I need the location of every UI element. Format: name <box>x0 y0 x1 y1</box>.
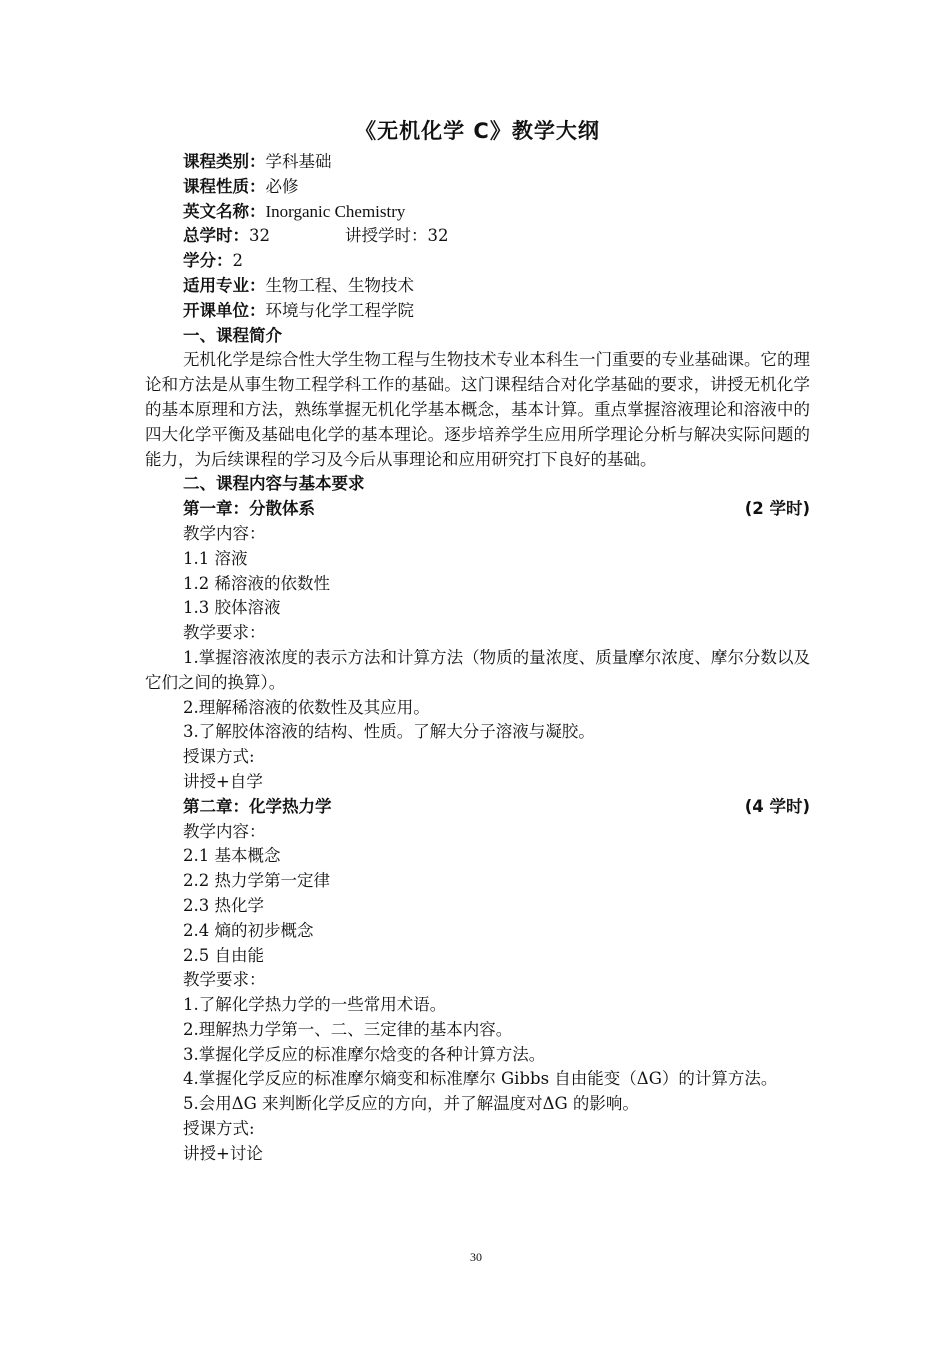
chapter-2-heading <box>145 795 810 820</box>
chapter-1-content-label: 教学内容： <box>183 523 266 543</box>
chapter-2-method: 讲授+讨论 <box>183 1143 263 1163</box>
meta-majors <box>145 274 810 299</box>
meta-department <box>145 299 810 324</box>
chapter-2-content-item: 2.5 自由能 <box>183 945 264 965</box>
meta-english-value: Inorganic Chemistry <box>265 201 406 221</box>
section-content-heading: 二、课程内容与基本要求 <box>183 474 365 494</box>
chapter-2-req-3: 3.掌握化学反应的标准摩尔焓变的各种计算方法。 <box>183 1044 546 1064</box>
chapter-1-req-3: 3.了解胶体溶液的结构、性质。了解大分子溶液与凝胶。 <box>183 722 595 742</box>
meta-dept-value: 环境与化学工程学院 <box>265 300 414 320</box>
chapter-2-method-label: 授课方式: <box>183 1119 255 1139</box>
chapter-2-hours: (4 学时) <box>744 796 810 816</box>
chapter-1-method: 讲授+自学 <box>183 771 263 791</box>
meta-dept-label: 开课单位： <box>183 300 266 320</box>
meta-lecture-hours-value: 32 <box>427 226 449 246</box>
chapter-2-req-2: 2.理解热力学第一、二、三定律的基本内容。 <box>183 1019 513 1039</box>
meta-nature-value: 必修 <box>265 176 299 196</box>
chapter-1-content-item: 1.3 胶体溶液 <box>183 598 281 618</box>
meta-total-hours-value: 32 <box>249 226 270 246</box>
meta-lecture-hours-label: 讲授学时： <box>345 226 428 246</box>
meta-majors-value: 生物工程、生物技术 <box>265 275 414 295</box>
chapter-2-content-item: 2.2 热力学第一定律 <box>183 871 330 891</box>
chapter-2-content-item: 2.4 熵的初步概念 <box>183 920 314 940</box>
chapter-2-title: 第二章：化学热力学 <box>183 796 332 816</box>
chapter-2-req-label: 教学要求： <box>183 970 266 990</box>
meta-category-value: 学科基础 <box>265 152 332 171</box>
meta-credits <box>145 249 810 274</box>
meta-total-hours-label: 总学时： <box>183 226 249 246</box>
meta-hours <box>145 224 810 249</box>
chapter-2-req-5: 5.会用ΔG 来判断化学反应的方向，并了解温度对ΔG 的影响。 <box>183 1094 639 1114</box>
meta-category <box>145 150 810 175</box>
chapter-1-title: 第一章：分散体系 <box>183 499 315 519</box>
chapter-1-content-item: 1.1 溶液 <box>183 548 248 568</box>
chapter-2-req-1: 1.了解化学热力学的一些常用术语。 <box>183 995 447 1015</box>
chapter-2-content-item: 2.1 基本概念 <box>183 846 281 866</box>
page-number: 30 <box>470 1250 482 1264</box>
chapter-2-req-4: 4.掌握化学反应的标准摩尔熵变和标准摩尔 Gibbs 自由能变（ΔG）的计算方法。 <box>183 1069 778 1089</box>
meta-credits-label: 学分： <box>183 251 233 271</box>
document-page <box>145 112 810 1167</box>
meta-nature <box>145 175 810 200</box>
section-intro-heading: 一、课程简介 <box>183 325 282 345</box>
meta-majors-label: 适用专业： <box>183 275 266 295</box>
chapter-1-req-label: 教学要求： <box>183 623 266 643</box>
chapter-2-content-label: 教学内容： <box>183 821 266 841</box>
meta-credits-value: 2 <box>232 251 243 271</box>
meta-english-name <box>145 200 810 225</box>
meta-english-label: 英文名称： <box>183 201 266 221</box>
section-intro-body: 无机化学是综合性大学生物工程与生物技术专业本科生一门重要的专业基础课。它的理论和方法是从事生物工程学科工作的基础。这门课程结合对化学基础的要求，讲授无机化学的基本原理和方法，熟练掌握无机化学基本概念，基本计算。重点掌握溶液理论和溶液中的四大化学平衡及基础电化学的基本理论。逐步培养学生应用所学理论分析与解决实际问题的能力，为后续课程的学习及今后从事理论和应用研究打下良好的基础。 <box>145 350 810 469</box>
chapter-1-req-2: 2.理解稀溶液的依数性及其应用。 <box>183 697 430 717</box>
meta-nature-label: 课程性质： <box>183 176 266 196</box>
chapter-1-req-1: 1.掌握溶液浓度的表示方法和计算方法（物质的量浓度、质量摩尔浓度、摩尔分数以及它们之间的换算）。 <box>145 647 810 692</box>
meta-category-label: 课程类别： <box>183 152 266 171</box>
chapter-1-heading <box>145 497 810 522</box>
chapter-2-content-item: 2.3 热化学 <box>183 895 264 915</box>
chapter-1-content-item: 1.2 稀溶液的依数性 <box>183 573 330 593</box>
document-title: 《无机化学 C》教学大纲 <box>355 119 600 143</box>
chapter-1-method-label: 授课方式: <box>183 747 255 767</box>
chapter-1-hours: (2 学时) <box>744 499 810 519</box>
